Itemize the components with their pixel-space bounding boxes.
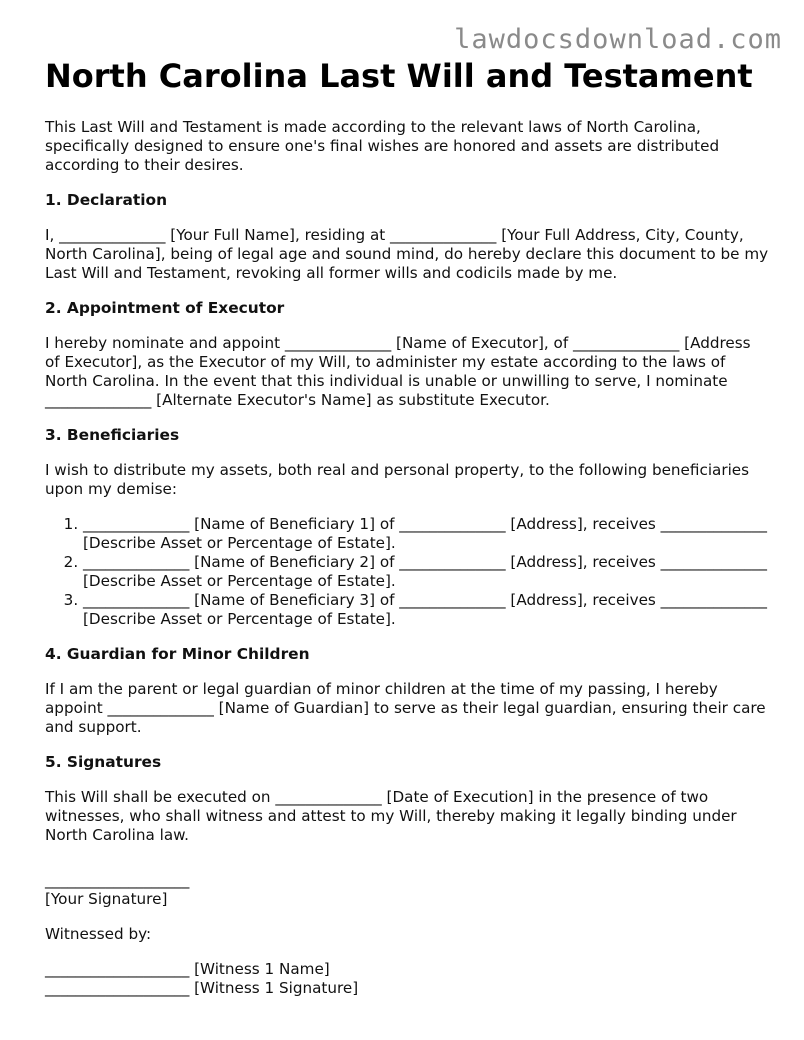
section-heading-executor: 2. Appointment of Executor xyxy=(45,299,285,317)
watermark: lawdocsdownload.com xyxy=(454,24,782,55)
witness-signature-line: ___________________ [Witness 1 Signature] xyxy=(45,979,359,997)
signature-label: [Your Signature] xyxy=(45,890,168,908)
beneficiaries-list xyxy=(45,515,770,629)
document xyxy=(45,56,770,998)
section-heading-guardian: 4. Guardian for Minor Children xyxy=(45,645,310,663)
signatures-paragraph: This Will shall be executed on ______________ [Date of Execution] in the presence of two witnesses, who shall witness and attest to my Will, thereby making it legally binding under North Carolina law. xyxy=(45,788,737,844)
witness-name-line: ___________________ [Witness 1 Name] xyxy=(45,960,330,978)
executor-paragraph: I hereby nominate and appoint ______________ [Name of Executor], of ______________ [Address of Executor], as the Executor of my Will, to administer my estate according to the laws of North Carolina. In the event that this individual is unable or unwilling to serve, I nominate ______________ [Alternate Executor's Name] as substitute Executor. xyxy=(45,334,751,409)
declaration-paragraph: I, ______________ [Your Full Name], residing at ______________ [Your Full Address, City, County, North Carolina], being of legal age and sound mind, do hereby declare this document to be my Last Will and Testament, revoking all former wills and codicils made by me. xyxy=(45,226,769,282)
section-heading-declaration: 1. Declaration xyxy=(45,191,168,209)
witness-block xyxy=(45,960,770,998)
intro-paragraph: This Last Will and Testament is made according to the relevant laws of North Carolina, specifically designed to ensure one's final wishes are honored and assets are distributed according to their desires. xyxy=(45,118,720,174)
beneficiary-item: 2. ______________ [Name of Beneficiary 2] of ______________ [Address], receives ______________ [Describe Asset or Percentage of Estate]. xyxy=(83,553,770,591)
your-signature-block xyxy=(45,871,770,909)
signature-line: ___________________ xyxy=(45,871,190,889)
beneficiary-item: 1. ______________ [Name of Beneficiary 1] of ______________ [Address], receives ______________ [Describe Asset or Percentage of Estate]. xyxy=(83,515,770,553)
beneficiaries-paragraph: I wish to distribute my assets, both real and personal property, to the following beneficiaries upon my demise: xyxy=(45,461,750,498)
section-heading-beneficiaries: 3. Beneficiaries xyxy=(45,426,180,444)
section-heading-signatures: 5. Signatures xyxy=(45,753,162,771)
witnessed-by-label: Witnessed by: xyxy=(45,925,152,943)
beneficiary-item: 3. ______________ [Name of Beneficiary 3] of ______________ [Address], receives ______________ [Describe Asset or Percentage of Estate]. xyxy=(83,591,770,629)
guardian-paragraph: If I am the parent or legal guardian of minor children at the time of my passing, I hereby appoint ______________ [Name of Guardian] to serve as their legal guardian, ensuring their care and support. xyxy=(45,680,766,736)
document-title: North Carolina Last Will and Testament xyxy=(45,57,753,95)
